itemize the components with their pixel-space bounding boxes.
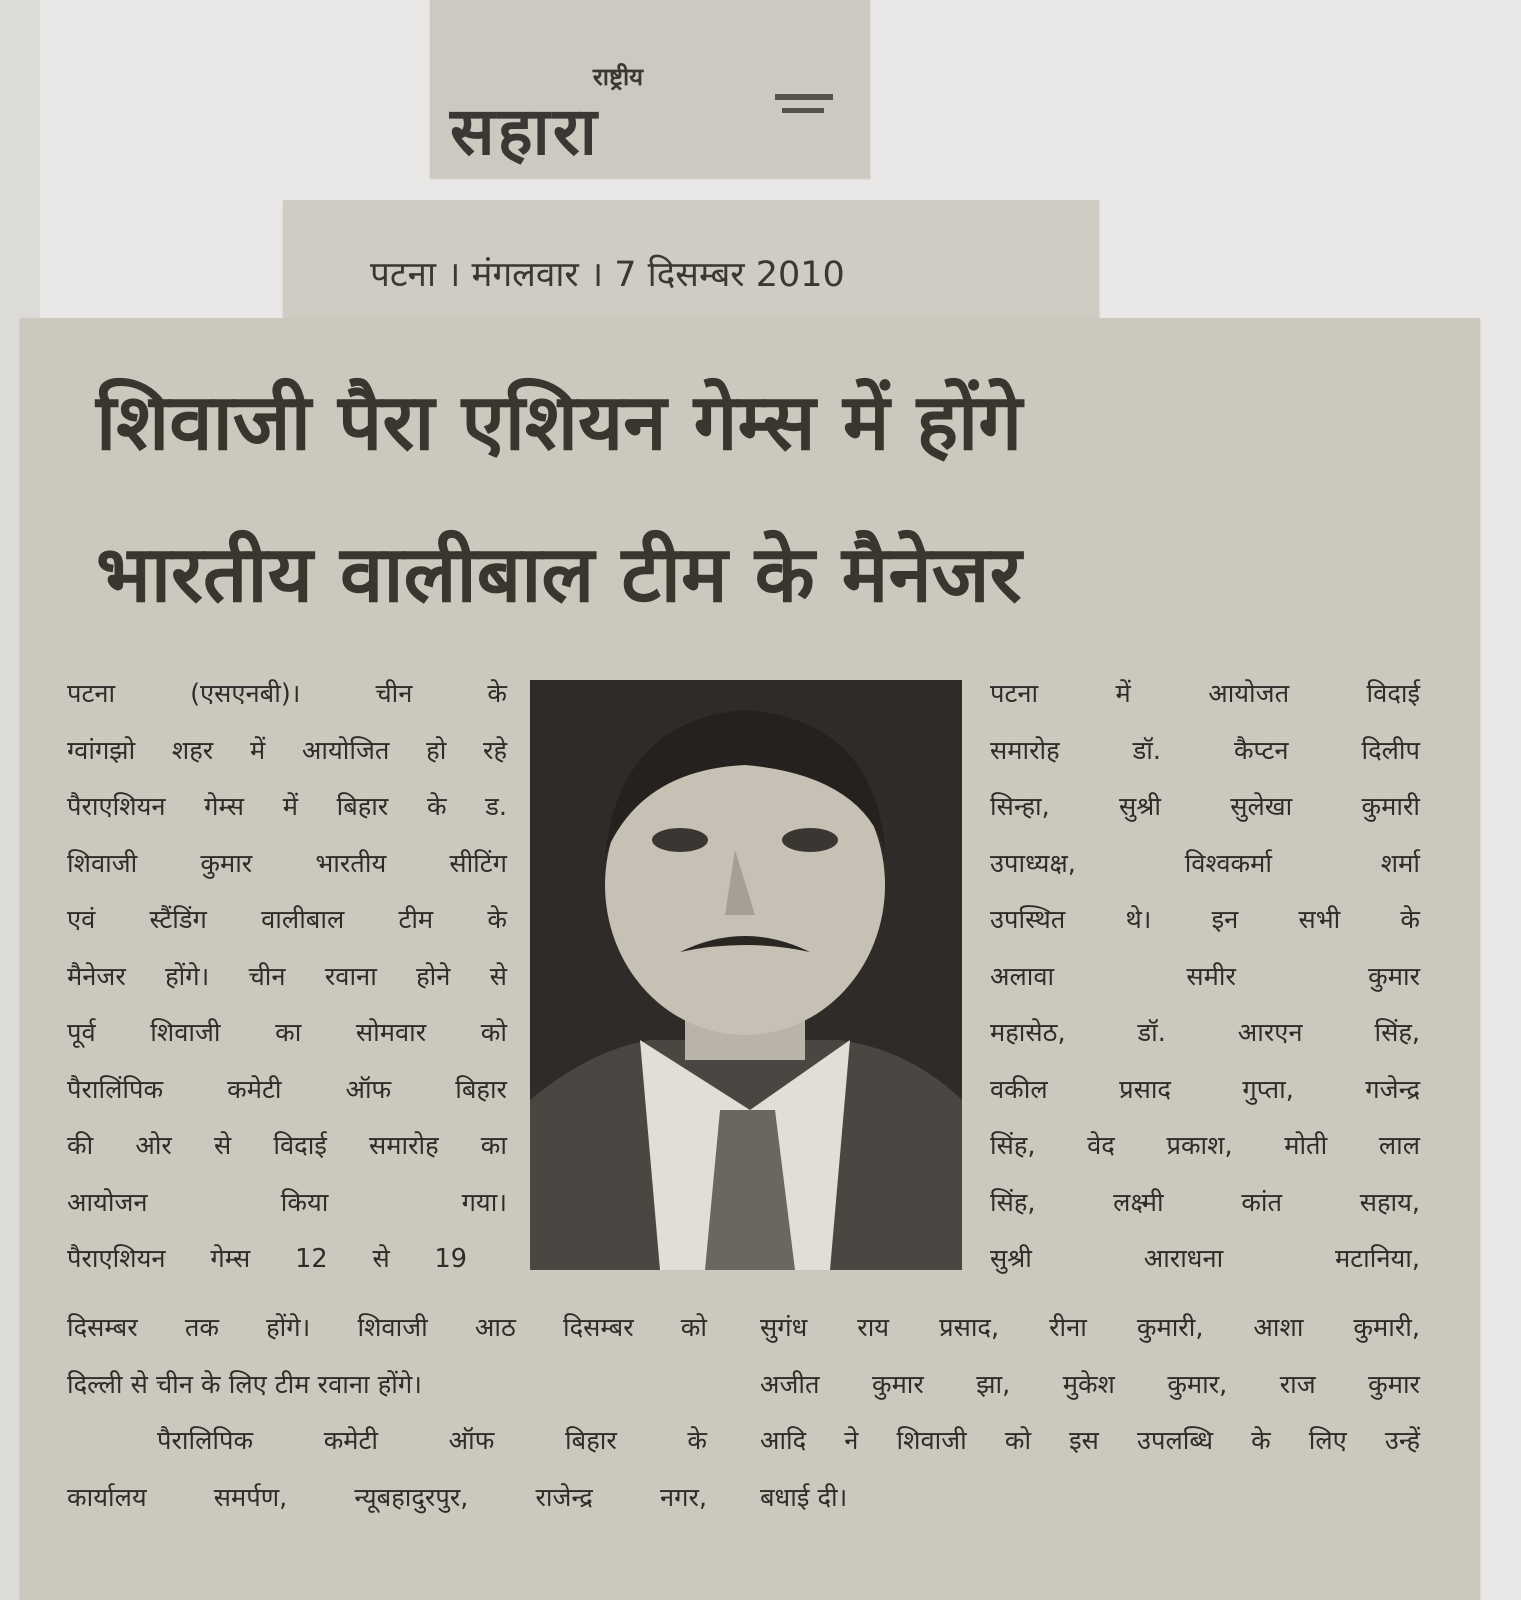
masthead-logo: सहारा	[450, 93, 600, 170]
article-bottom-right	[760, 1300, 1420, 1526]
article-bottom-left	[67, 1300, 707, 1526]
body-line: पैराएशियन गेम्स 12 से 19	[67, 1244, 467, 1274]
body-line: आयोजन किया गया।	[67, 1187, 507, 1218]
body-line: सुश्री आराधना मटानिया,	[990, 1244, 1420, 1274]
body-line: बधाई दी।	[760, 1482, 848, 1513]
body-line: आदि ने शिवाजी को इस उपलब्धि के लिए उन्हें	[760, 1426, 1420, 1456]
body-line: पैरालिपिक कमेटी ऑफ बिहार के	[157, 1426, 707, 1456]
body-line: सिंह, लक्ष्मी कांत सहाय,	[990, 1187, 1420, 1218]
dateline: पटना । मंगलवार । 7 दिसम्बर 2010	[370, 255, 845, 295]
body-line: उपाध्यक्ष, विश्वकर्मा शर्मा	[990, 848, 1420, 879]
article-column-left	[67, 666, 507, 1288]
body-line: समारोह डॉ. कैप्टन दिलीप	[990, 735, 1420, 766]
body-line: मैनेजर होंगे। चीन रवाना होने से	[67, 961, 507, 992]
body-line: पटना (एसएनबी)। चीन के	[67, 679, 507, 709]
body-line: अलावा समीर कुमार	[990, 961, 1420, 992]
body-line: दिल्ली से चीन के लिए टीम रवाना होंगे।	[67, 1369, 422, 1400]
body-line: सुगंध राय प्रसाद, रीना कुमारी, आशा कुमारी,	[760, 1313, 1420, 1343]
body-line: दिसम्बर तक होंगे। शिवाजी आठ दिसम्बर को	[67, 1313, 707, 1343]
body-line: वकील प्रसाद गुप्ता, गजेन्द्र	[990, 1074, 1420, 1105]
masthead-logo-stroke	[775, 94, 833, 100]
body-line: सिंह, वेद प्रकाश, मोती लाल	[990, 1131, 1420, 1161]
body-line: उपस्थित थे। इन सभी के	[990, 905, 1420, 935]
headline-line-1: शिवाजी पैरा एशियन गेम्स में होंगे	[96, 378, 1023, 468]
body-line: पूर्व शिवाजी का सोमवार को	[67, 1018, 507, 1048]
body-line: पटना में आयोजत विदाई	[990, 679, 1420, 709]
body-line: की ओर से विदाई समारोह का	[67, 1131, 507, 1161]
body-line: अजीत कुमार झा, मुकेश कुमार, राज कुमार	[760, 1369, 1420, 1400]
body-line: पैरालिंपिक कमेटी ऑफ बिहार	[67, 1074, 507, 1105]
body-line: सिन्हा, सुश्री सुलेखा कुमारी	[990, 792, 1420, 822]
body-line: पैराएशियन गेम्स में बिहार के ड.	[67, 792, 507, 822]
portrait-photo-icon	[530, 680, 962, 1270]
article-column-right	[990, 666, 1420, 1288]
headline-line-2: भारतीय वालीबाल टीम के मैनेजर	[96, 530, 1022, 620]
body-line: एवं स्टैंडिंग वालीबाल टीम के	[67, 905, 507, 935]
body-line: शिवाजी कुमार भारतीय सीटिंग	[67, 848, 507, 879]
portrait-photo	[530, 680, 962, 1270]
masthead-subtitle: राष्ट्रीय	[592, 63, 644, 91]
masthead-logo-stroke	[782, 108, 824, 113]
body-line: कार्यालय समर्पण, न्यूबहादुरपुर, राजेन्द्र नगर,	[67, 1482, 707, 1513]
body-line: ग्वांगझो शहर में आयोजित हो रहे	[67, 735, 507, 766]
body-line: महासेठ, डॉ. आरएन सिंह,	[990, 1018, 1420, 1048]
